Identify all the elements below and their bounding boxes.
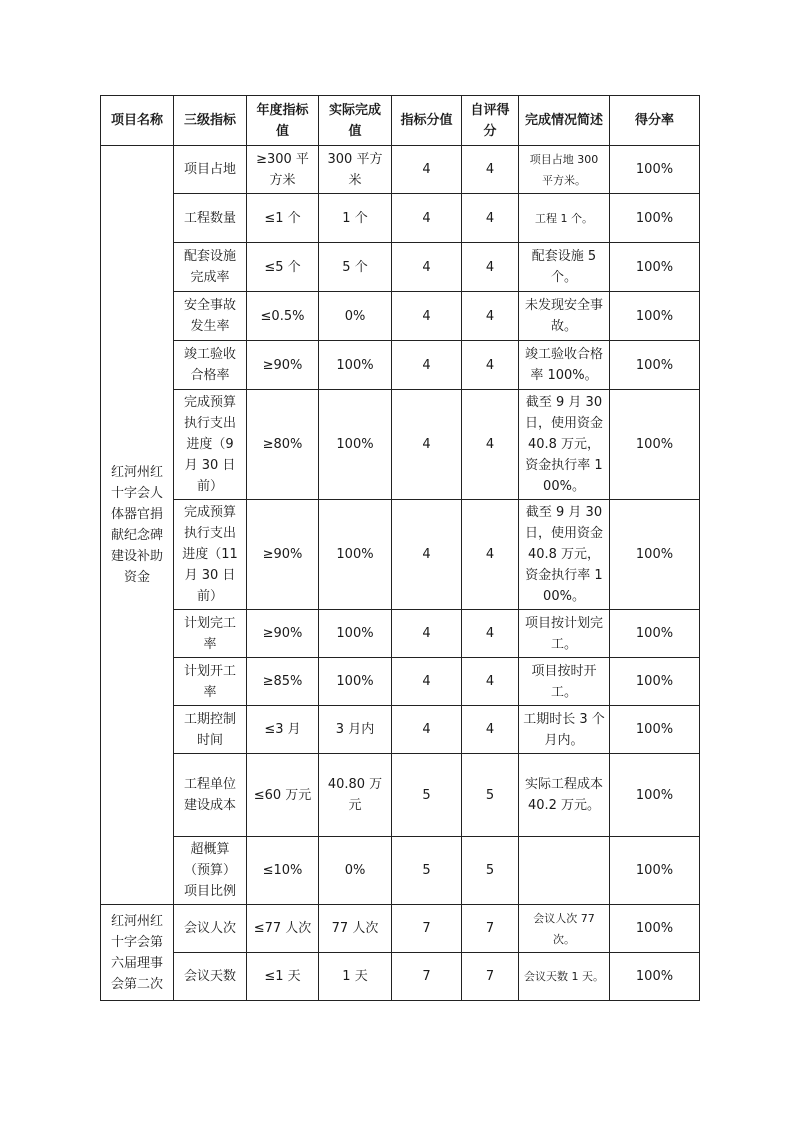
target-cell: ≤60 万元 — [247, 754, 319, 837]
score-cell: 4 — [462, 610, 519, 658]
description-cell: 未发现安全事故。 — [519, 292, 610, 341]
table-row — [101, 953, 700, 1001]
rate-cell: 100% — [610, 292, 700, 341]
description-cell — [519, 837, 610, 905]
table-row — [101, 658, 700, 706]
target-cell: ≤5 个 — [247, 243, 319, 292]
rate-cell: 100% — [610, 390, 700, 500]
header-row — [101, 96, 700, 146]
actual-cell: 3 月内 — [319, 706, 392, 754]
score-cell: 7 — [462, 905, 519, 953]
score-cell: 4 — [462, 292, 519, 341]
indicator-cell: 会议人次 — [174, 905, 247, 953]
score-cell: 4 — [462, 706, 519, 754]
score-cell: 7 — [462, 953, 519, 1001]
actual-cell: 300 平方米 — [319, 146, 392, 194]
indicator-cell: 竣工验收合格率 — [174, 341, 247, 390]
header-score-rate: 得分率 — [610, 96, 700, 146]
actual-cell: 40.80 万元 — [319, 754, 392, 837]
target-cell: ≤1 个 — [247, 194, 319, 243]
description-cell: 会议天数 1 天。 — [519, 953, 610, 1001]
description-cell: 项目按计划完工。 — [519, 610, 610, 658]
indicator-cell: 完成预算执行支出进度（9 月 30 日前） — [174, 390, 247, 500]
indicator-cell: 会议天数 — [174, 953, 247, 1001]
weight-cell: 4 — [392, 194, 462, 243]
score-cell: 5 — [462, 754, 519, 837]
weight-cell: 4 — [392, 341, 462, 390]
actual-cell: 0% — [319, 292, 392, 341]
score-cell: 4 — [462, 341, 519, 390]
weight-cell: 5 — [392, 754, 462, 837]
actual-cell: 1 个 — [319, 194, 392, 243]
table-row — [101, 706, 700, 754]
description-cell: 工期时长 3 个月内。 — [519, 706, 610, 754]
score-cell: 4 — [462, 500, 519, 610]
rate-cell: 100% — [610, 194, 700, 243]
target-cell: ≥90% — [247, 341, 319, 390]
target-cell: ≥80% — [247, 390, 319, 500]
score-cell: 4 — [462, 194, 519, 243]
rate-cell: 100% — [610, 837, 700, 905]
weight-cell: 4 — [392, 390, 462, 500]
table-row — [101, 754, 700, 837]
actual-cell: 1 天 — [319, 953, 392, 1001]
rate-cell: 100% — [610, 610, 700, 658]
target-cell: ≤10% — [247, 837, 319, 905]
indicator-cell: 完成预算执行支出进度（11 月 30 日前） — [174, 500, 247, 610]
target-cell: ≥90% — [247, 500, 319, 610]
weight-cell: 4 — [392, 706, 462, 754]
table-row — [101, 390, 700, 500]
table-row — [101, 146, 700, 194]
rate-cell: 100% — [610, 146, 700, 194]
indicator-cell: 工程数量 — [174, 194, 247, 243]
weight-cell: 7 — [392, 905, 462, 953]
actual-cell: 100% — [319, 341, 392, 390]
header-indicator: 三级指标 — [174, 96, 247, 146]
score-cell: 4 — [462, 243, 519, 292]
description-cell: 截至 9 月 30 日，使用资金 40.8 万元，资金执行率 100%。 — [519, 500, 610, 610]
table-row — [101, 610, 700, 658]
header-actual: 实际完成值 — [319, 96, 392, 146]
project-name-cell: 红河州红十字会人体器官捐献纪念碑建设补助资金 — [101, 146, 174, 905]
description-cell: 项目占地 300 平方米。 — [519, 146, 610, 194]
header-project: 项目名称 — [101, 96, 174, 146]
weight-cell: 4 — [392, 658, 462, 706]
header-annual-target: 年度指标值 — [247, 96, 319, 146]
score-cell: 4 — [462, 146, 519, 194]
table-row — [101, 905, 700, 953]
description-cell: 配套设施 5 个。 — [519, 243, 610, 292]
actual-cell: 100% — [319, 500, 392, 610]
target-cell: ≤3 月 — [247, 706, 319, 754]
rate-cell: 100% — [610, 243, 700, 292]
header-self-score: 自评得分 — [462, 96, 519, 146]
rate-cell: 100% — [610, 953, 700, 1001]
target-cell: ≥300 平方米 — [247, 146, 319, 194]
indicator-cell: 超概算（预算）项目比例 — [174, 837, 247, 905]
rate-cell: 100% — [610, 500, 700, 610]
actual-cell: 100% — [319, 610, 392, 658]
description-cell: 工程 1 个。 — [519, 194, 610, 243]
weight-cell: 4 — [392, 500, 462, 610]
target-cell: ≤1 天 — [247, 953, 319, 1001]
indicator-cell: 工程单位建设成本 — [174, 754, 247, 837]
performance-table — [100, 95, 700, 1001]
table-row — [101, 500, 700, 610]
rate-cell: 100% — [610, 658, 700, 706]
description-cell: 实际工程成本 40.2 万元。 — [519, 754, 610, 837]
header-description: 完成情况简述 — [519, 96, 610, 146]
table-row — [101, 341, 700, 390]
weight-cell: 4 — [392, 243, 462, 292]
description-cell: 截至 9 月 30 日，使用资金 40.8 万元，资金执行率 100%。 — [519, 390, 610, 500]
weight-cell: 4 — [392, 610, 462, 658]
indicator-cell: 项目占地 — [174, 146, 247, 194]
actual-cell: 77 人次 — [319, 905, 392, 953]
score-cell: 4 — [462, 658, 519, 706]
indicator-cell: 计划完工率 — [174, 610, 247, 658]
actual-cell: 0% — [319, 837, 392, 905]
weight-cell: 5 — [392, 837, 462, 905]
rate-cell: 100% — [610, 706, 700, 754]
project-name-cell: 红河州红十字会第六届理事会第二次 — [101, 905, 174, 1001]
table-row — [101, 243, 700, 292]
rate-cell: 100% — [610, 905, 700, 953]
description-cell: 竣工验收合格率 100%。 — [519, 341, 610, 390]
rate-cell: 100% — [610, 341, 700, 390]
indicator-cell: 配套设施完成率 — [174, 243, 247, 292]
target-cell: ≥85% — [247, 658, 319, 706]
indicator-cell: 工期控制时间 — [174, 706, 247, 754]
actual-cell: 5 个 — [319, 243, 392, 292]
weight-cell: 4 — [392, 292, 462, 341]
table-row — [101, 837, 700, 905]
indicator-cell: 计划开工率 — [174, 658, 247, 706]
score-cell: 5 — [462, 837, 519, 905]
actual-cell: 100% — [319, 658, 392, 706]
weight-cell: 7 — [392, 953, 462, 1001]
table-row — [101, 194, 700, 243]
weight-cell: 4 — [392, 146, 462, 194]
indicator-cell: 安全事故发生率 — [174, 292, 247, 341]
target-cell: ≤77 人次 — [247, 905, 319, 953]
rate-cell: 100% — [610, 754, 700, 837]
score-cell: 4 — [462, 390, 519, 500]
description-cell: 会议人次 77 次。 — [519, 905, 610, 953]
target-cell: ≤0.5% — [247, 292, 319, 341]
description-cell: 项目按时开工。 — [519, 658, 610, 706]
table-row — [101, 292, 700, 341]
header-weight: 指标分值 — [392, 96, 462, 146]
actual-cell: 100% — [319, 390, 392, 500]
target-cell: ≥90% — [247, 610, 319, 658]
